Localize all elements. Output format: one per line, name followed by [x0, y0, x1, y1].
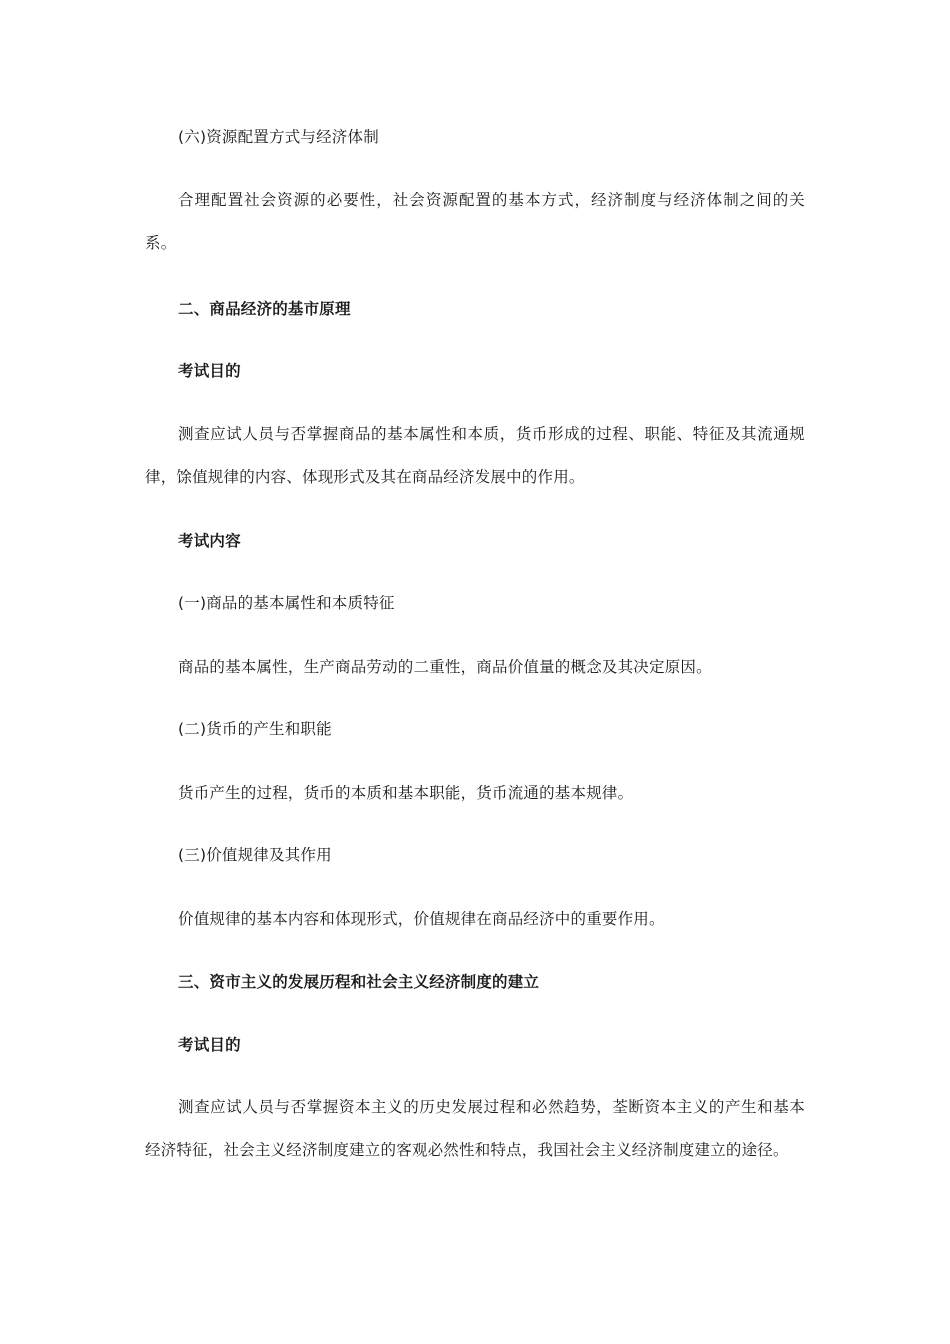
paragraph-commodity-attributes: 商品的基本属性，生产商品劳动的二重性，商品价值量的概念及其决定原因。	[178, 658, 712, 676]
subheading-exam-content: 考试内容	[178, 532, 241, 550]
paragraph-law-of-value: 价值规律的基本内容和体现形式，价值规律在商品经济中的重要作用。	[178, 910, 665, 928]
section-heading-commodity-attributes: (一)商品的基本属性和本质特征	[178, 594, 395, 612]
section-heading-law-of-value: (三)价值规律及其作用	[178, 846, 332, 864]
section-heading-currency: (二)货币的产生和职能	[178, 720, 332, 738]
chapter-heading-capitalism-socialism: 三、资市主义的发展历程和社会主义经济制度的建立	[178, 973, 540, 991]
section-heading-resource-allocation: (六)资源配置方式与经济体制	[178, 128, 379, 146]
paragraph-currency: 货币产生的过程，货币的本质和基本职能，货币流通的基本规律。	[178, 784, 634, 802]
paragraph-resource-allocation: 合理配置社会资源的必要性，社会资源配置的基本方式，经济制度与经济体制之间的关系。	[145, 191, 805, 252]
paragraph-exam-objective-2: 测查应试人员与否掌握资本主义的历史发展过程和必然趋势，荃断资本主义的产生和基本经济特征，社会主义经济制度建立的客观必然性和特点，我国社会主义经济制度建立的途径。	[145, 1098, 805, 1159]
subheading-exam-objective-2: 考试目的	[178, 1036, 241, 1054]
paragraph-exam-objective: 测查应试人员与否掌握商品的基本属性和本质，货币形成的过程、职能、特征及其流通规律，馀值规律的内容、体现形式及其在商品经济发展中的作用。	[145, 425, 805, 486]
subheading-exam-objective: 考试目的	[178, 362, 241, 380]
chapter-heading-commodity-economy: 二、商品经济的基市原理	[178, 300, 351, 318]
